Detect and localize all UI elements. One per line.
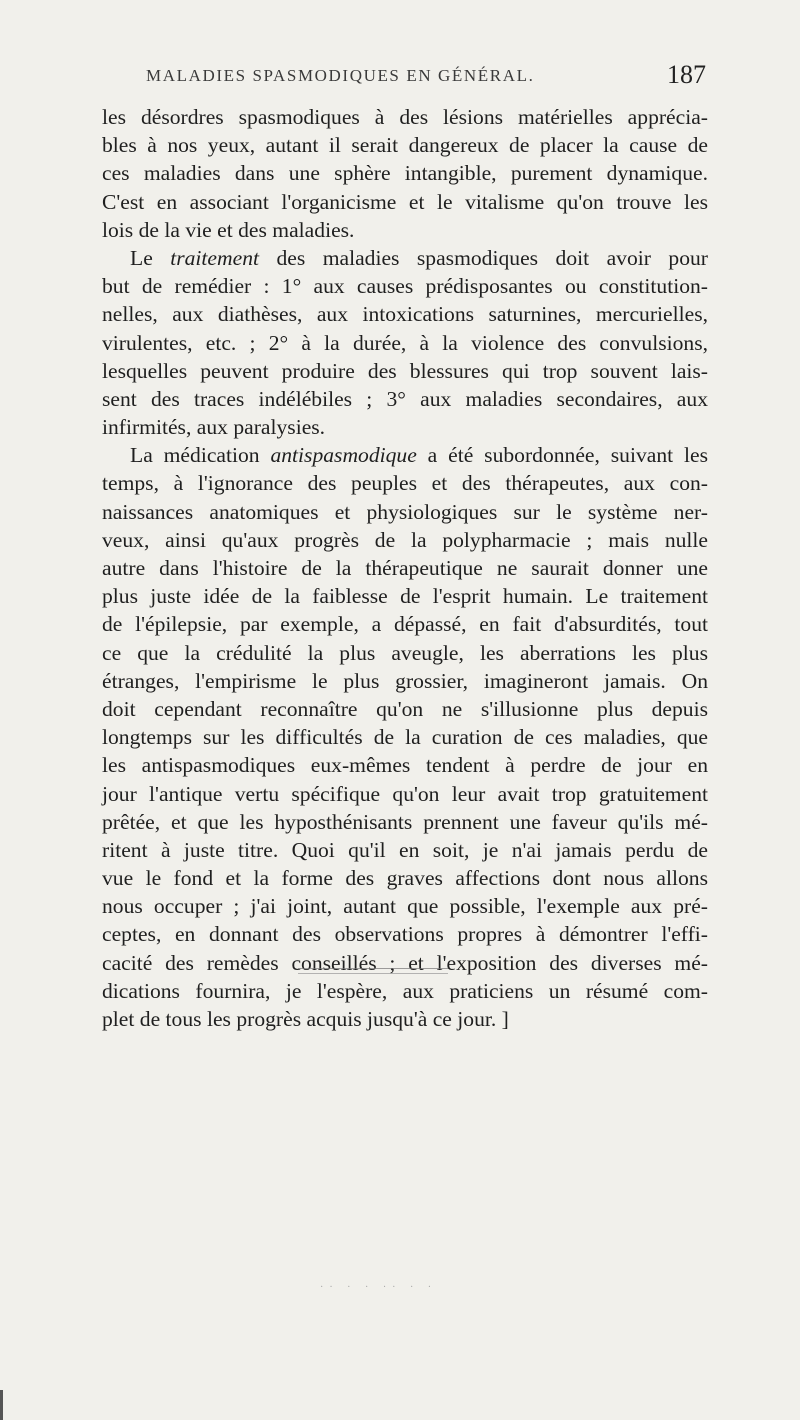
text-line xyxy=(102,751,708,779)
italic-term: antispasmodique xyxy=(270,443,417,468)
text-run: jour l'antique vertu spécifique qu'on leur avait trop gratuitement xyxy=(102,781,708,806)
text-line xyxy=(102,920,708,948)
text-line xyxy=(102,441,708,469)
text-line xyxy=(102,272,708,300)
text-line xyxy=(102,864,708,892)
text-run: naissances anatomiques et physiologiques sur le système ner- xyxy=(102,499,708,524)
text-line xyxy=(102,188,708,216)
text-run: a été subordonnée, suivant les xyxy=(416,443,708,468)
italic-term: traitement xyxy=(170,245,259,270)
text-run: étranges, l'empirisme le plus grossier, imagineront jamais. On xyxy=(102,668,708,693)
text-line xyxy=(102,892,708,920)
text-run: les désordres spasmodiques à des lésions matérielles apprécia- xyxy=(102,105,708,129)
text-run: les antispasmodiques eux-mêmes tendent à perdre de jour en xyxy=(102,753,708,778)
text-run: doit cependant reconnaître qu'on ne s'illusionne plus depuis xyxy=(102,696,708,721)
text-run: prêtée, et que les hyposthénisants prennent une faveur qu'ils mé- xyxy=(102,809,708,834)
text-line xyxy=(102,244,708,272)
paper-specks: ·· · · ·· · · xyxy=(320,1282,438,1292)
text-run: de l'épilepsie, par exemple, a dépassé, en fait d'absurdités, tout xyxy=(102,612,708,637)
text-run: C'est en associant l'organicisme et le vitalisme qu'on trouve les xyxy=(102,189,708,214)
running-head xyxy=(102,60,706,100)
text-run: temps, à l'ignorance des peuples et des thérapeutes, aux con- xyxy=(102,471,708,496)
running-title: MALADIES SPASMODIQUES EN GÉNÉRAL. xyxy=(146,66,535,85)
text-line xyxy=(102,498,708,526)
text-line xyxy=(102,639,708,667)
text-line xyxy=(102,329,708,357)
text-run: vue le fond et la forme des graves affections dont nous allons xyxy=(102,866,708,891)
text-line xyxy=(102,103,708,131)
body-text xyxy=(102,103,708,1033)
text-line xyxy=(102,836,708,864)
text-run: bles à nos yeux, autant il serait dangereux de placer la cause de xyxy=(102,133,708,158)
text-line xyxy=(102,582,708,610)
text-run: ceptes, en donnant des observations propres à démontrer l'effi- xyxy=(102,922,708,947)
text-run: cacité des remèdes conseillés ; et l'exposition des diverses mé- xyxy=(102,950,708,975)
text-line xyxy=(102,554,708,582)
text-run: lois de la vie et des maladies. xyxy=(102,217,355,242)
text-run: La médication xyxy=(130,443,271,468)
text-run: ritent à juste titre. Quoi qu'il en soit, je n'ai jamais perdu de xyxy=(102,837,708,862)
text-line xyxy=(102,385,708,413)
text-line xyxy=(102,610,708,638)
text-run: ces maladies dans une sphère intangible, purement dynamique. xyxy=(102,161,708,186)
text-line xyxy=(102,723,708,751)
section-rule xyxy=(298,968,448,974)
text-run: dications fournira, je l'espère, aux praticiens un résumé com- xyxy=(102,978,708,1003)
text-run: infirmités, aux paralysies. xyxy=(102,415,326,440)
text-line xyxy=(102,131,708,159)
text-run: virulentes, etc. ; 2° à la durée, à la violence des convulsions, xyxy=(102,330,708,355)
text-line xyxy=(102,695,708,723)
text-line xyxy=(102,526,708,554)
text-run: des maladies spasmodiques doit avoir pour xyxy=(259,245,708,270)
text-run: autre dans l'histoire de la thérapeutique ne saurait donner une xyxy=(102,556,708,580)
text-line xyxy=(102,977,708,1005)
text-line xyxy=(102,1005,708,1033)
page-number: 187 xyxy=(667,60,706,89)
page-edge-mark xyxy=(0,1390,3,1420)
text-line xyxy=(102,159,708,187)
text-line xyxy=(102,413,708,441)
text-run: lesquelles peuvent produire des blessures qui trop souvent lais- xyxy=(102,358,708,383)
text-line xyxy=(102,469,708,497)
text-line xyxy=(102,780,708,808)
text-run: veux, ainsi qu'aux progrès de la polypharmacie ; mais nulle xyxy=(102,527,708,552)
text-line xyxy=(102,300,708,328)
text-run: plet de tous les progrès acquis jusqu'à ce jour. ] xyxy=(102,1007,509,1031)
text-run: Le xyxy=(130,245,171,270)
text-run: sent des traces indélébiles ; 3° aux maladies secondaires, aux xyxy=(102,386,708,411)
text-run: but de remédier : 1° aux causes prédisposantes ou constitution- xyxy=(102,274,708,299)
text-run: plus juste idée de la faiblesse de l'esprit humain. Le traitement xyxy=(102,584,708,609)
text-line xyxy=(102,216,708,244)
text-run: nous occuper ; j'ai joint, autant que possible, l'exemple aux pré- xyxy=(102,894,708,919)
text-line xyxy=(102,808,708,836)
text-line xyxy=(102,357,708,385)
text-run: ce que la crédulité la plus aveugle, les aberrations les plus xyxy=(102,640,708,665)
text-run: nelles, aux diathèses, aux intoxications saturnines, mercurielles, xyxy=(102,302,708,327)
text-run: longtemps sur les difficultés de la curation de ces maladies, que xyxy=(102,725,708,750)
text-line xyxy=(102,667,708,695)
